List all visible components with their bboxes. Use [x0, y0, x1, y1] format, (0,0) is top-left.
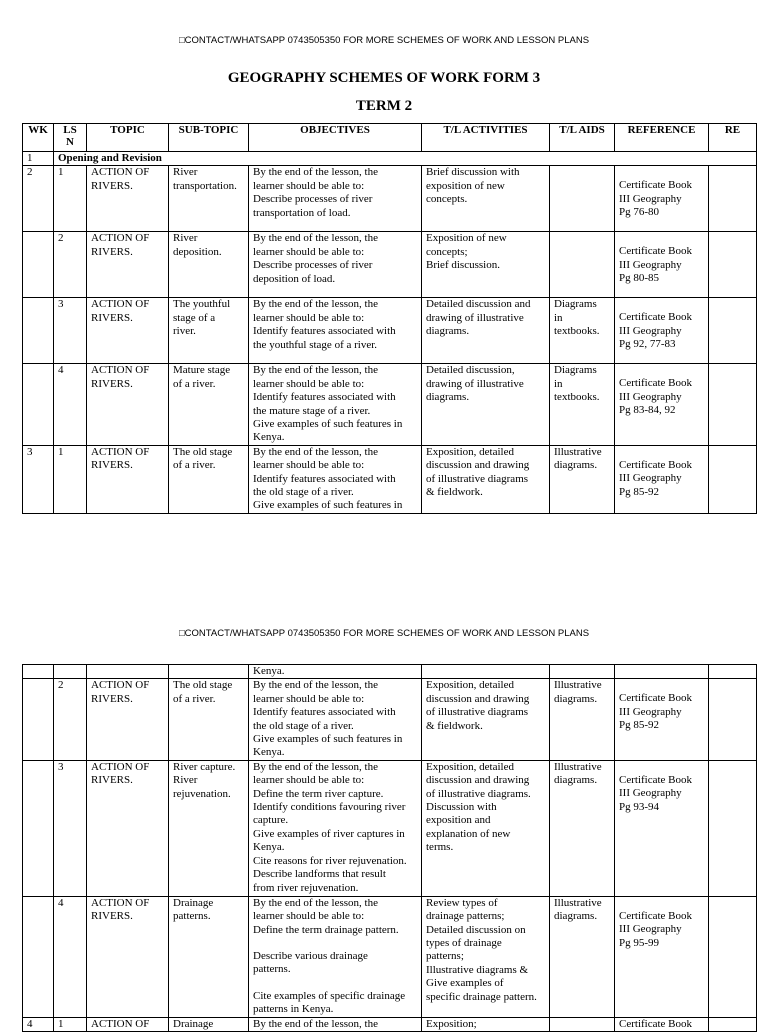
cell-line: Exposition, detailed — [426, 679, 514, 692]
topic-cell — [87, 364, 169, 445]
cell-line: River — [173, 232, 198, 245]
objectives-cell: Kenya. — [249, 665, 422, 679]
reference-cell — [615, 298, 709, 364]
reference-cell — [615, 232, 709, 298]
cell-line: Detailed discussion and — [426, 298, 531, 311]
remarks-cell — [709, 445, 757, 513]
cell-line: By the end of the lesson, the — [253, 760, 378, 773]
cell-line: ACTION OF — [91, 166, 150, 179]
topic-cell — [87, 1017, 169, 1031]
cell-line: III Geography — [619, 192, 682, 205]
week-cell — [23, 232, 54, 298]
subtopic-cell — [169, 445, 249, 513]
aids-cell — [550, 760, 615, 896]
cell-line: diagrams. — [554, 910, 598, 923]
table-row — [23, 232, 757, 298]
cell-line: exposition of new — [426, 179, 505, 192]
cell-line: ACTION OF — [91, 679, 150, 692]
cell-line: III Geography — [619, 705, 682, 718]
cell-line: Cite reasons for river rejuvenation. — [253, 854, 407, 867]
cell-line: Give examples of — [426, 977, 504, 990]
cell-line: ACTION OF — [91, 1017, 150, 1030]
cell-line: By the end of the lesson, the — [253, 445, 378, 458]
activities-cell — [422, 298, 550, 364]
subtopic-cell — [169, 298, 249, 364]
cell-line: Exposition, detailed — [426, 445, 514, 458]
cell-line: Define the term river capture. — [253, 787, 384, 800]
remarks-cell — [709, 166, 757, 232]
cell-line: the old stage of a river. — [253, 719, 354, 732]
subtopic-cell — [169, 232, 249, 298]
cell-line: drainage patterns; — [426, 910, 505, 923]
lesson-cell: 1 — [54, 1017, 87, 1031]
week-cell: 4 — [23, 1017, 54, 1031]
cell-line: By the end of the lesson, the — [253, 166, 378, 179]
cell-line: discussion and drawing — [426, 774, 530, 787]
opening-row — [23, 152, 757, 166]
aids-cell — [550, 298, 615, 364]
week-cell: 1 — [23, 152, 54, 166]
cell-line: concepts; — [426, 245, 468, 258]
lesson-cell: 4 — [54, 896, 87, 1017]
cell-line: RIVERS. — [91, 245, 133, 258]
cell-line: drawing of illustrative — [426, 311, 524, 324]
lesson-cell: 2 — [54, 679, 87, 760]
objectives-cell — [249, 298, 422, 364]
topic-cell — [87, 760, 169, 896]
scheme-table-page-2 — [22, 664, 757, 1032]
activities-cell — [422, 232, 550, 298]
cell-line — [253, 937, 417, 950]
cell-line: textbooks. — [554, 325, 600, 338]
activities-cell — [422, 896, 550, 1017]
cell-line: Describe various drainage — [253, 950, 368, 963]
cell-line: Kenya. — [253, 431, 285, 444]
cell-line: RIVERS. — [91, 459, 133, 472]
cell-line: Detailed discussion, — [426, 364, 515, 377]
cell-line: Pg 85-92 — [619, 485, 660, 498]
cell-line: diagrams. — [554, 459, 598, 472]
header-cell: T/L ACTIVITIES — [422, 124, 550, 152]
cell-line: & fieldwork. — [426, 486, 483, 499]
week-cell — [23, 760, 54, 896]
subtopic-cell — [169, 679, 249, 760]
cell-line: Identify features associated with — [253, 325, 396, 338]
cell-line: Describe landforms that result — [253, 868, 386, 881]
subtopic-cell — [169, 1017, 249, 1031]
cell-line: Give examples of such features in — [253, 733, 403, 746]
subtopic-cell — [169, 166, 249, 232]
term-heading: TERM 2 — [355, 98, 413, 114]
cell-line: III Geography — [619, 258, 682, 271]
cell-line: ACTION OF — [91, 298, 150, 311]
aids-cell — [550, 896, 615, 1017]
cell-line: By the end of the lesson, the — [253, 679, 378, 692]
reference-cell — [615, 896, 709, 1017]
cell-line: types of drainage — [426, 937, 502, 950]
lesson-cell: 1 — [54, 166, 87, 232]
objectives-cell — [249, 364, 422, 445]
cell-line: Certificate Book — [619, 1017, 693, 1030]
cell-line: the mature stage of a river. — [253, 404, 371, 417]
cell-line: stage of a — [173, 311, 216, 324]
cell-line: drawing of illustrative — [426, 377, 524, 390]
cell-line: Diagrams — [554, 298, 597, 311]
week-cell: 3 — [23, 445, 54, 513]
lesson-cell: 1 — [54, 445, 87, 513]
cell-line: Give examples of such features in — [253, 499, 403, 512]
contact-banner-page-2: □CONTACT/WHATSAPP 0743505350 FOR MORE SCHEMES OF WORK AND LESSON PLANS — [178, 628, 590, 639]
cell-line: Pg 80-85 — [619, 272, 660, 285]
cell-line: Pg 95-99 — [619, 936, 660, 949]
cell-line: learner should be able to: — [253, 459, 365, 472]
cell-line: Pg 83-84, 92 — [619, 404, 676, 417]
table-row — [23, 166, 757, 232]
cell-line: deposition. — [173, 245, 222, 258]
cell-line: learner should be able to: — [253, 245, 365, 258]
aids-cell — [550, 232, 615, 298]
cell-line: diagrams. — [426, 325, 470, 338]
week-cell — [23, 298, 54, 364]
week-cell: 2 — [23, 166, 54, 232]
aids-cell — [550, 166, 615, 232]
cell-line: III Geography — [619, 472, 682, 485]
cell-line: in — [554, 377, 563, 390]
remarks-cell — [709, 364, 757, 445]
cell-line: terms. — [426, 841, 454, 854]
cell-line: river. — [173, 325, 196, 338]
cell-line: By the end of the lesson, the — [253, 896, 378, 909]
cell-line: learner should be able to: — [253, 692, 365, 705]
header-cell: RE — [709, 124, 757, 152]
cell-line: By the end of the lesson, the — [253, 232, 378, 245]
cell-line: Describe processes of river — [253, 193, 373, 206]
opening-revision-cell: Opening and Revision — [54, 152, 757, 166]
cell-line: of illustrative diagrams — [426, 706, 529, 719]
cell-line: concepts. — [426, 193, 468, 206]
lesson-cell: 4 — [54, 364, 87, 445]
reference-cell — [615, 166, 709, 232]
cell-line: patterns. — [253, 963, 291, 976]
continued-row — [23, 665, 757, 679]
activities-cell — [422, 364, 550, 445]
remarks-cell — [709, 232, 757, 298]
aids-cell — [550, 364, 615, 445]
cell-line: Certificate Book — [619, 179, 693, 192]
cell-line: discussion and drawing — [426, 692, 530, 705]
cell-line: By the end of the lesson, the — [253, 298, 378, 311]
objectives-cell — [249, 1017, 422, 1031]
lesson-cell: 2 — [54, 232, 87, 298]
cell-line: RIVERS. — [91, 179, 133, 192]
cell-line: III Geography — [619, 324, 682, 337]
cell-line: Brief discussion with — [426, 166, 520, 179]
cell-line: Give examples of such features in — [253, 418, 403, 431]
scheme-table-page-1 — [22, 123, 757, 514]
cell-line: of illustrative diagrams — [426, 472, 529, 485]
reference-cell — [615, 445, 709, 513]
cell-line: Pg 93-94 — [619, 800, 660, 813]
cell-line: Certificate Book — [619, 692, 693, 705]
contact-banner: □CONTACT/WHATSAPP 0743505350 FOR MORE SCHEMES OF WORK AND LESSON PLANS — [178, 35, 590, 46]
cell-line: in — [554, 311, 563, 324]
cell-line: Illustrative diagrams & — [426, 963, 529, 976]
header-cell: LS N — [54, 124, 87, 152]
document-title: GEOGRAPHY SCHEMES OF WORK FORM 3 — [227, 70, 541, 86]
cell-line: from river rejuvenation. — [253, 881, 359, 894]
cell-line: learner should be able to: — [253, 179, 365, 192]
objectives-cell — [249, 445, 422, 513]
topic-cell — [87, 166, 169, 232]
table-row — [23, 364, 757, 445]
cell-line: Define the term drainage pattern. — [253, 923, 399, 936]
cell-line: III Geography — [619, 787, 682, 800]
cell-line: Review types of — [426, 896, 498, 909]
cell-line: Illustrative — [554, 679, 602, 692]
objectives-cell — [249, 679, 422, 760]
cell-line: RIVERS. — [91, 910, 133, 923]
cell-line: learner should be able to: — [253, 774, 365, 787]
cell-line: Kenya. — [253, 841, 285, 854]
cell-line: III Geography — [619, 390, 682, 403]
cell-line: diagrams. — [554, 774, 598, 787]
topic-cell — [87, 679, 169, 760]
cell-line: ACTION OF — [91, 364, 150, 377]
cell-line: Kenya. — [253, 746, 285, 759]
table-row — [23, 445, 757, 513]
cell-line: RIVERS. — [91, 774, 133, 787]
reference-cell — [615, 679, 709, 760]
objectives-cell — [249, 760, 422, 896]
activities-cell — [422, 166, 550, 232]
objectives-cell — [249, 232, 422, 298]
cell-line: Diagrams — [554, 364, 597, 377]
cell-line: Mature stage — [173, 364, 231, 377]
header-cell: OBJECTIVES — [249, 124, 422, 152]
cell-line: Illustrative — [554, 896, 602, 909]
cell-line: discussion and drawing — [426, 459, 530, 472]
cell-line: Give examples of river captures in — [253, 827, 405, 840]
cell-line: Drainage — [173, 896, 214, 909]
cell-line: Brief discussion. — [426, 259, 500, 272]
cell-line: patterns in Kenya. — [253, 1003, 334, 1016]
cell-line: Identify features associated with — [253, 706, 396, 719]
cell-line: learner should be able to: — [253, 910, 365, 923]
reference-cell — [615, 1017, 709, 1031]
cell-line: of a river. — [173, 692, 216, 705]
cell-line: Pg 92, 77-83 — [619, 338, 676, 351]
cell-line: Certificate Book — [619, 773, 693, 786]
cell-line: Certificate Book — [619, 377, 693, 390]
cell-line: Pg 76-80 — [619, 206, 660, 219]
cell-line: The old stage — [173, 679, 233, 692]
table-row — [23, 896, 757, 1017]
cell-line: RIVERS. — [91, 692, 133, 705]
cell-line: Identify features associated with — [253, 472, 396, 485]
aids-cell — [550, 679, 615, 760]
subtopic-cell — [169, 760, 249, 896]
cell-line: Identify conditions favouring river — [253, 801, 406, 814]
cell-line: of illustrative diagrams. — [426, 787, 531, 800]
cell-line: Describe processes of river — [253, 259, 373, 272]
cell-line: explanation of new — [426, 827, 511, 840]
cell-line: The youthful — [173, 298, 231, 311]
cell-line: By the end of the lesson, the — [253, 1017, 378, 1030]
cell-line: River capture. — [173, 760, 236, 773]
cell-line: the old stage of a river. — [253, 486, 354, 499]
cell-line: Certificate Book — [619, 909, 693, 922]
week-cell — [23, 364, 54, 445]
cell-line: learner should be able to: — [253, 311, 365, 324]
cell-line: textbooks. — [554, 391, 600, 404]
header-cell: WK — [23, 124, 54, 152]
cell-line: Identify features associated with — [253, 391, 396, 404]
cell-line: learner should be able to: — [253, 377, 365, 390]
cell-line: Cite examples of specific drainage — [253, 989, 406, 1002]
cell-line: Certificate Book — [619, 245, 693, 258]
activities-cell — [422, 760, 550, 896]
header-cell: TOPIC — [87, 124, 169, 152]
table-row — [23, 298, 757, 364]
cell-line: diagrams. — [554, 692, 598, 705]
activities-cell — [422, 445, 550, 513]
cell-line: the youthful stage of a river. — [253, 338, 378, 351]
cell-line: River — [173, 166, 198, 179]
cell-line: deposition of load. — [253, 272, 336, 285]
cell-line: transportation of load. — [253, 206, 351, 219]
aids-cell — [550, 445, 615, 513]
subtopic-cell — [169, 364, 249, 445]
cell-line: Exposition, detailed — [426, 760, 514, 773]
cell-line: ACTION OF — [91, 760, 150, 773]
remarks-cell — [709, 679, 757, 760]
topic-cell — [87, 445, 169, 513]
cell-line: patterns; — [426, 950, 464, 963]
cell-line: Detailed discussion on — [426, 923, 526, 936]
lesson-cell: 3 — [54, 760, 87, 896]
week-cell — [23, 679, 54, 760]
cell-line: Certificate Book — [619, 311, 693, 324]
cell-line: patterns. — [173, 910, 211, 923]
activities-cell — [422, 1017, 550, 1031]
week-cell — [23, 896, 54, 1017]
cell-line: of a river. — [173, 377, 216, 390]
objectives-cell — [249, 896, 422, 1017]
cell-line: ACTION OF — [91, 896, 150, 909]
remarks-cell — [709, 298, 757, 364]
cell-line: capture. — [253, 814, 289, 827]
reference-cell — [615, 760, 709, 896]
table-row — [23, 760, 757, 896]
cell-line: ACTION OF — [91, 232, 150, 245]
header-cell: T/L AIDS — [550, 124, 615, 152]
cell-line: ACTION OF — [91, 445, 150, 458]
aids-cell — [550, 1017, 615, 1031]
objectives-cell — [249, 166, 422, 232]
cell-line: of a river. — [173, 459, 216, 472]
lesson-cell: 3 — [54, 298, 87, 364]
remarks-cell — [709, 896, 757, 1017]
cell-line: Exposition of new — [426, 232, 507, 245]
cell-line: Certificate Book — [619, 458, 693, 471]
remarks-cell — [709, 1017, 757, 1031]
cell-line: Drainage — [173, 1017, 214, 1030]
cell-line: rejuvenation. — [173, 787, 231, 800]
remarks-cell — [709, 760, 757, 896]
cell-line: RIVERS. — [91, 311, 133, 324]
header-row — [23, 124, 757, 152]
cell-line: River — [173, 774, 198, 787]
subtopic-cell — [169, 896, 249, 1017]
reference-cell — [615, 364, 709, 445]
cell-line: specific drainage pattern. — [426, 990, 537, 1003]
cell-line: By the end of the lesson, the — [253, 364, 378, 377]
cell-line: Discussion with — [426, 801, 497, 814]
cell-line: RIVERS. — [91, 377, 133, 390]
cell-line: Exposition; — [426, 1017, 477, 1030]
topic-cell — [87, 896, 169, 1017]
cell-line: Pg 85-92 — [619, 719, 660, 732]
topic-cell — [87, 298, 169, 364]
cell-line: Illustrative — [554, 760, 602, 773]
activities-cell — [422, 679, 550, 760]
cell-line: The old stage — [173, 445, 233, 458]
cell-line: Illustrative — [554, 445, 602, 458]
header-cell: REFERENCE — [615, 124, 709, 152]
table-row — [23, 679, 757, 760]
topic-cell — [87, 232, 169, 298]
cell-line: III Geography — [619, 923, 682, 936]
cell-line: diagrams. — [426, 391, 470, 404]
cell-line: & fieldwork. — [426, 719, 483, 732]
table-row — [23, 1017, 757, 1031]
cell-line: exposition and — [426, 814, 491, 827]
cell-line — [253, 977, 417, 990]
header-cell: SUB-TOPIC — [169, 124, 249, 152]
cell-line: transportation. — [173, 179, 237, 192]
